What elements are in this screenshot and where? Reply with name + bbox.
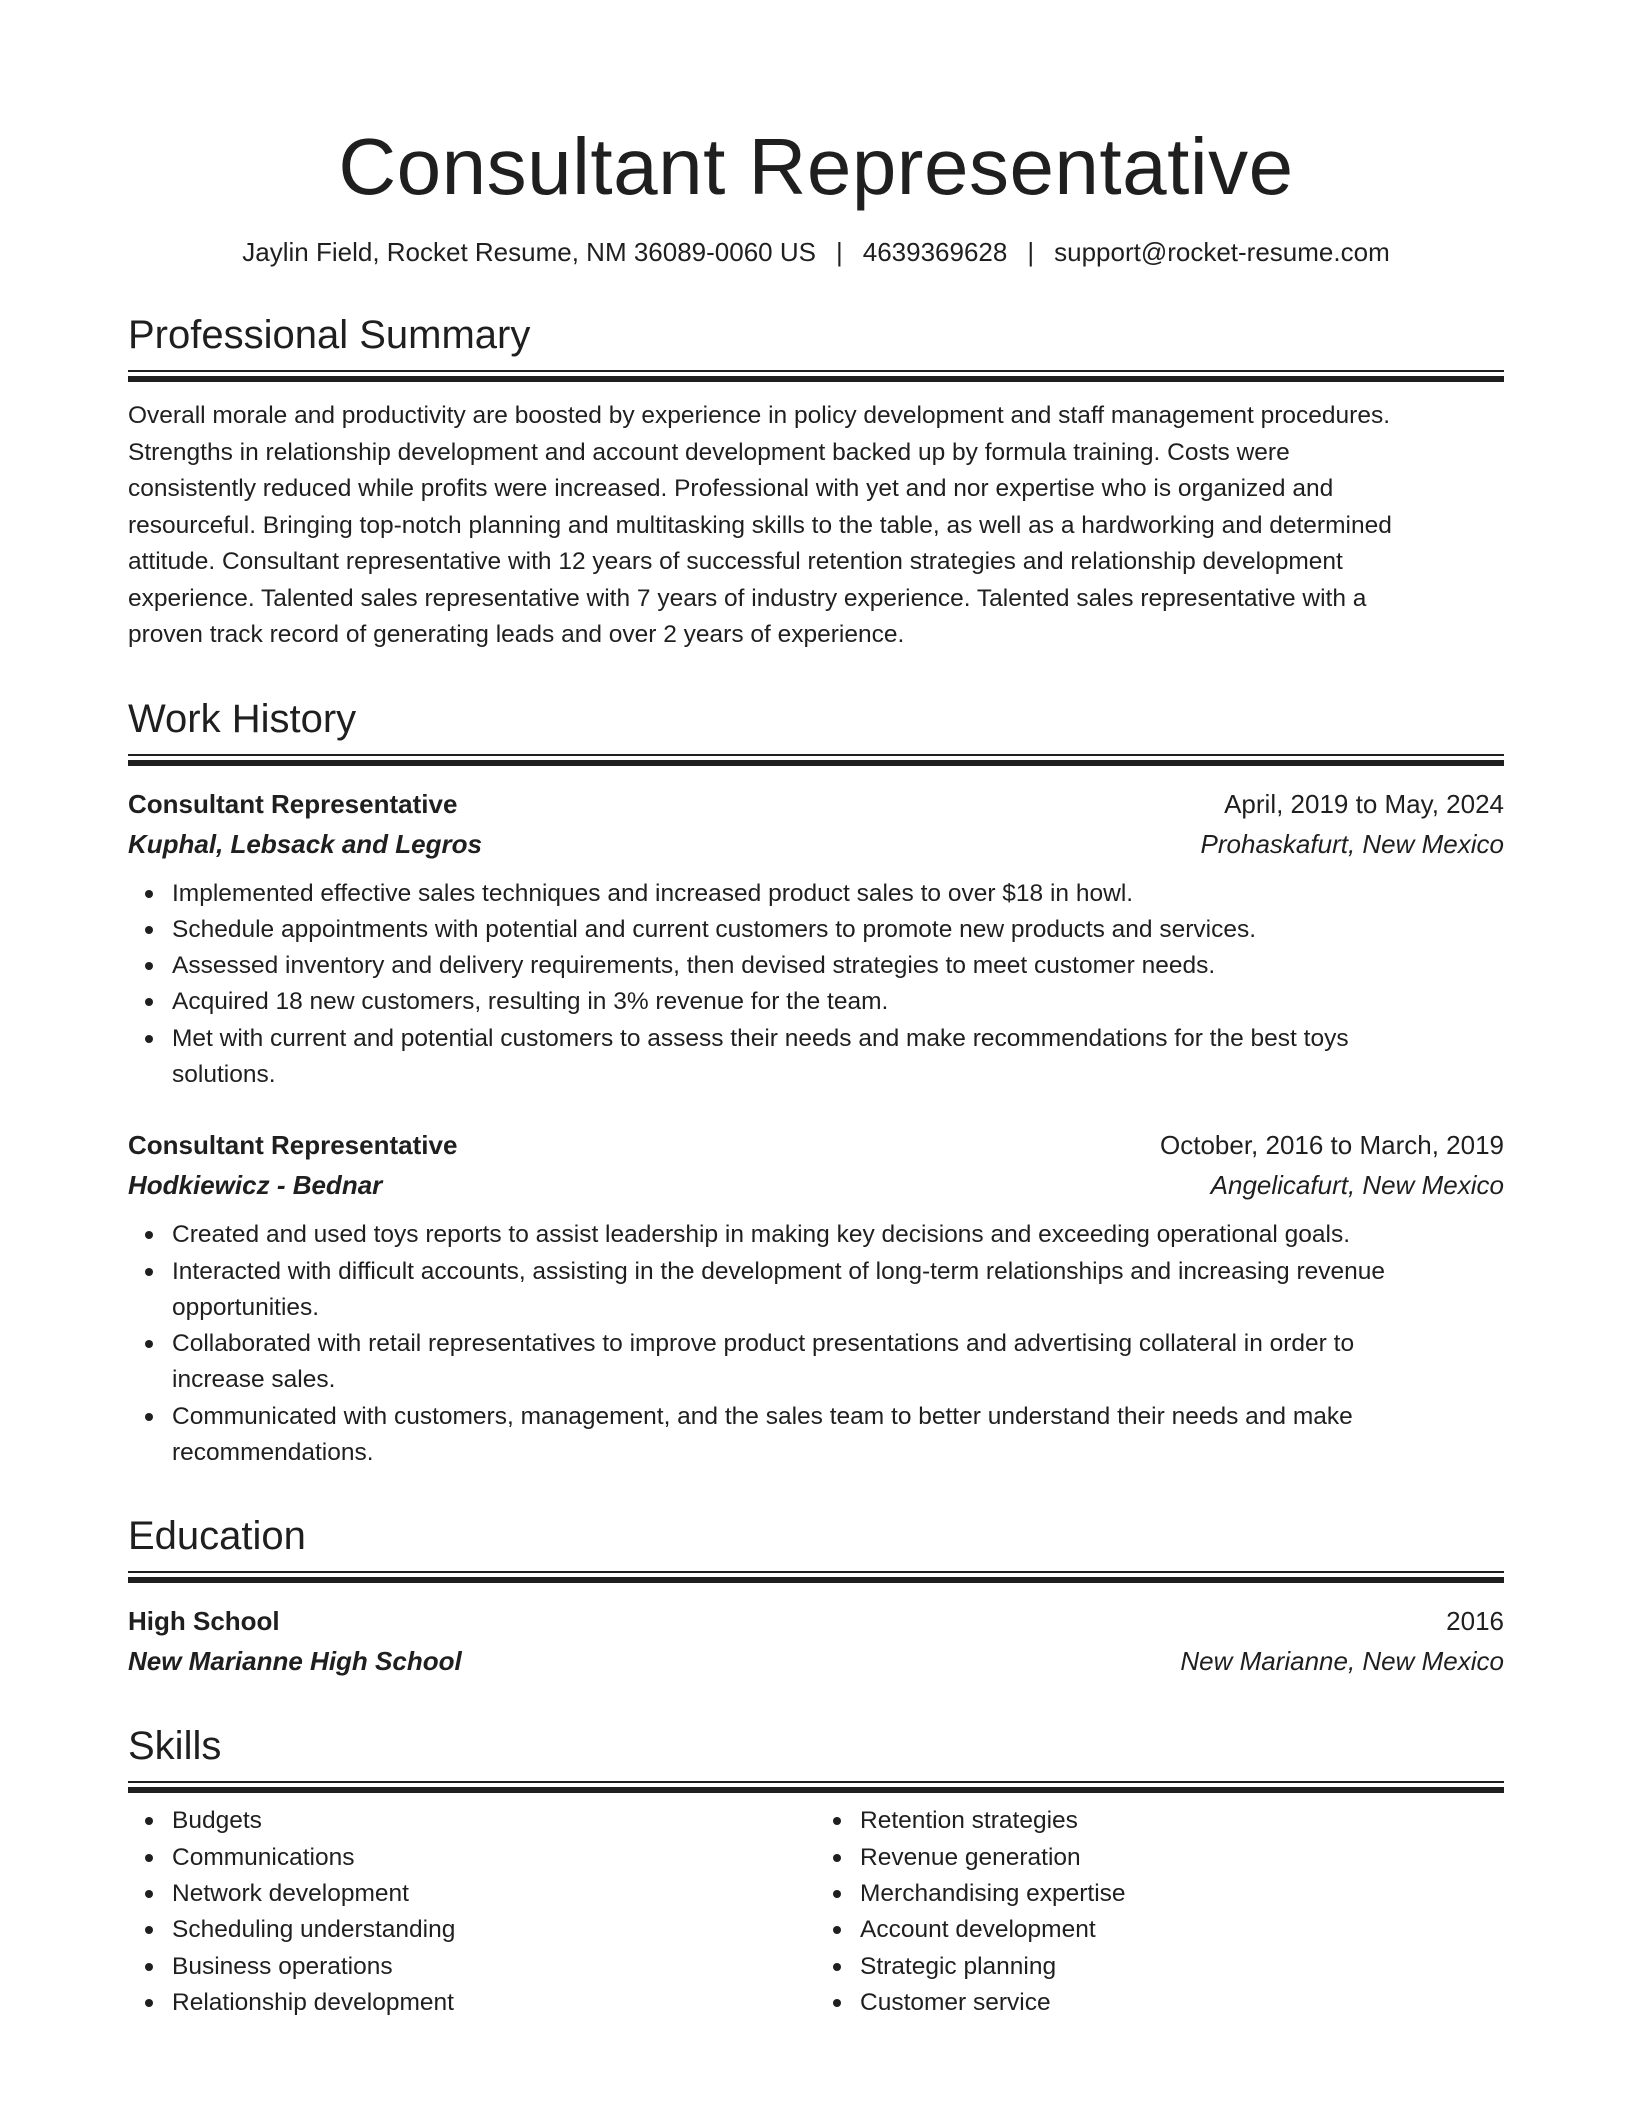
skills-column-right	[816, 1803, 1504, 2021]
bullet-line: Communicated with customers, management, and the sales team to better understand their needs and make	[172, 1402, 1353, 1430]
skill-item	[860, 1912, 1504, 1948]
skill-label: Scheduling understanding	[172, 1916, 456, 1944]
bullet-dot-icon	[833, 1854, 841, 1862]
summary-paragraph	[128, 398, 1504, 654]
skill-item	[172, 1840, 816, 1876]
contact-phone: 4639369628	[862, 237, 1008, 267]
bullet-line: Interacted with difficult accounts, assisting in the development of long-term relationships and increasing revenue	[172, 1257, 1385, 1285]
bullet-line: Created and used toys reports to assist leadership in making key decisions and exceeding operational goals.	[172, 1221, 1351, 1249]
bullet-dot-icon	[145, 1231, 153, 1239]
education-school: New Marianne High School	[128, 1646, 462, 1677]
section-divider	[128, 370, 1504, 382]
bullet-line: Acquired 18 new customers, resulting in 3% revenue for the team.	[172, 988, 889, 1016]
bullet-dot-icon	[145, 1340, 153, 1348]
section-divider	[128, 1571, 1504, 1583]
skill-label: Strategic planning	[860, 1952, 1057, 1980]
job-dates: October, 2016 to March, 2019	[1160, 1130, 1504, 1161]
bullet-line: increase sales.	[172, 1366, 336, 1394]
summary-line: Overall morale and productivity are boosted by experience in policy development and staff management procedures.	[128, 402, 1391, 429]
job-company: Hodkiewicz - Bednar	[128, 1170, 383, 1201]
bullet-dot-icon	[145, 926, 153, 934]
skill-label: Account development	[860, 1916, 1096, 1944]
job-location: Angelicafurt, New Mexico	[1210, 1170, 1504, 1201]
skill-label: Communications	[172, 1843, 355, 1871]
bullet-dot-icon	[145, 1999, 153, 2007]
job-bullet-list	[128, 1217, 1504, 1471]
skill-item	[172, 1912, 816, 1948]
skill-item	[172, 1803, 816, 1839]
bullet-dot-icon	[145, 1890, 153, 1898]
bullet-line: Schedule appointments with potential and current customers to promote new products and services.	[172, 915, 1257, 943]
bullet-dot-icon	[145, 1035, 153, 1043]
bullet-dot-icon	[145, 1268, 153, 1276]
work-section-header	[128, 694, 1504, 766]
bullet-dot-icon	[833, 1999, 841, 2007]
skill-label: Merchandising expertise	[860, 1879, 1126, 1907]
job-company: Kuphal, Lebsack and Legros	[128, 828, 482, 859]
job-bullet	[172, 876, 1504, 912]
skill-label: Relationship development	[172, 1988, 454, 2016]
job-bullet	[172, 1254, 1504, 1327]
summary-line: consistently reduced while profits were increased. Professional with yet and nor expertise who is organized and	[128, 475, 1334, 502]
contact-address: Jaylin Field, Rocket Resume, NM 36089-0060 US	[242, 237, 816, 267]
bullet-line: Assessed inventory and delivery requirements, then devised strategies to meet customer needs.	[172, 952, 1216, 980]
bullet-line: Met with current and potential customers to assess their needs and make recommendations for the best toys	[172, 1024, 1349, 1052]
skills-list	[128, 1803, 1504, 2021]
bullet-line: opportunities.	[172, 1293, 320, 1321]
summary-line: proven track record of generating leads and over 2 years of experience.	[128, 621, 905, 648]
job-title: Consultant Representative	[128, 788, 458, 819]
skill-label: Network development	[172, 1879, 409, 1907]
skill-item	[860, 1876, 1504, 1912]
section-divider	[128, 1781, 1504, 1793]
job-bullet	[172, 912, 1504, 948]
skill-item	[860, 1840, 1504, 1876]
education-section-header	[128, 1511, 1504, 1583]
skill-label: Customer service	[860, 1988, 1051, 2016]
summary-section-header	[128, 310, 1504, 382]
resume-page	[128, 0, 1504, 2021]
skills-column-left	[128, 1803, 816, 2021]
job-entry	[128, 784, 1504, 1094]
job-bullet	[172, 1399, 1504, 1472]
bullet-line: Implemented effective sales techniques and increased product sales to over $18 in howl.	[172, 879, 1134, 907]
skills-section-header	[128, 1721, 1504, 1793]
job-bullet	[172, 948, 1504, 984]
resume-title: Consultant Representative	[338, 122, 1294, 211]
education-entry	[128, 1601, 1504, 1681]
work-heading: Work History	[128, 696, 357, 741]
contact-line	[128, 234, 1504, 270]
job-location: Prohaskafurt, New Mexico	[1200, 828, 1504, 859]
bullet-dot-icon	[145, 1926, 153, 1934]
bullet-dot-icon	[833, 1890, 841, 1898]
bullet-line: Collaborated with retail representatives to improve product presentations and advertising collateral in order to	[172, 1330, 1355, 1358]
job-dates: April, 2019 to May, 2024	[1224, 788, 1504, 819]
bullet-dot-icon	[833, 1817, 841, 1825]
job-bullet	[172, 1021, 1504, 1094]
bullet-dot-icon	[145, 1963, 153, 1971]
skill-label: Business operations	[172, 1952, 393, 1980]
bullet-dot-icon	[145, 1413, 153, 1421]
job-bullet	[172, 1217, 1504, 1253]
skill-label: Retention strategies	[860, 1807, 1078, 1835]
contact-separator: |	[1027, 237, 1035, 267]
education-degree: High School	[128, 1606, 280, 1637]
bullet-dot-icon	[145, 890, 153, 898]
education-heading: Education	[128, 1514, 306, 1559]
education-year: 2016	[1446, 1606, 1504, 1637]
skill-label: Revenue generation	[860, 1843, 1081, 1871]
skill-item	[860, 1985, 1504, 2021]
skill-item	[172, 1985, 816, 2021]
skill-item	[860, 1949, 1504, 1985]
summary-line: experience. Talented sales representative with 7 years of industry experience. Talented sales representative with a	[128, 584, 1367, 612]
job-bullet	[172, 984, 1504, 1020]
skill-item	[860, 1803, 1504, 1839]
job-bullet	[172, 1326, 1504, 1399]
summary-line: Strengths in relationship development and account development backed up by formula training. Costs were	[128, 438, 1290, 466]
contact-separator: |	[835, 237, 843, 267]
summary-heading: Professional Summary	[128, 313, 531, 357]
skill-item	[172, 1876, 816, 1912]
summary-line: attitude. Consultant representative with 12 years of successful retention strategies and relationship development	[128, 548, 1343, 575]
education-location: New Marianne, New Mexico	[1180, 1646, 1504, 1677]
bullet-line: solutions.	[172, 1060, 276, 1088]
skills-heading: Skills	[128, 1724, 222, 1769]
contact-email: support@rocket-resume.com	[1054, 237, 1390, 267]
summary-line: resourceful. Bringing top-notch planning and multitasking skills to the table, as well as a hardworking and determined	[128, 511, 1392, 539]
bullet-line: recommendations.	[172, 1439, 374, 1467]
job-entry	[128, 1125, 1504, 1471]
bullet-dot-icon	[145, 1854, 153, 1862]
bullet-dot-icon	[145, 998, 153, 1006]
bullet-dot-icon	[145, 962, 153, 970]
section-divider	[128, 754, 1504, 766]
bullet-dot-icon	[145, 1817, 153, 1825]
job-title: Consultant Representative	[128, 1130, 458, 1161]
bullet-dot-icon	[833, 1926, 841, 1934]
skill-label: Budgets	[172, 1807, 262, 1835]
skill-item	[172, 1949, 816, 1985]
job-bullet-list	[128, 876, 1504, 1094]
bullet-dot-icon	[833, 1963, 841, 1971]
